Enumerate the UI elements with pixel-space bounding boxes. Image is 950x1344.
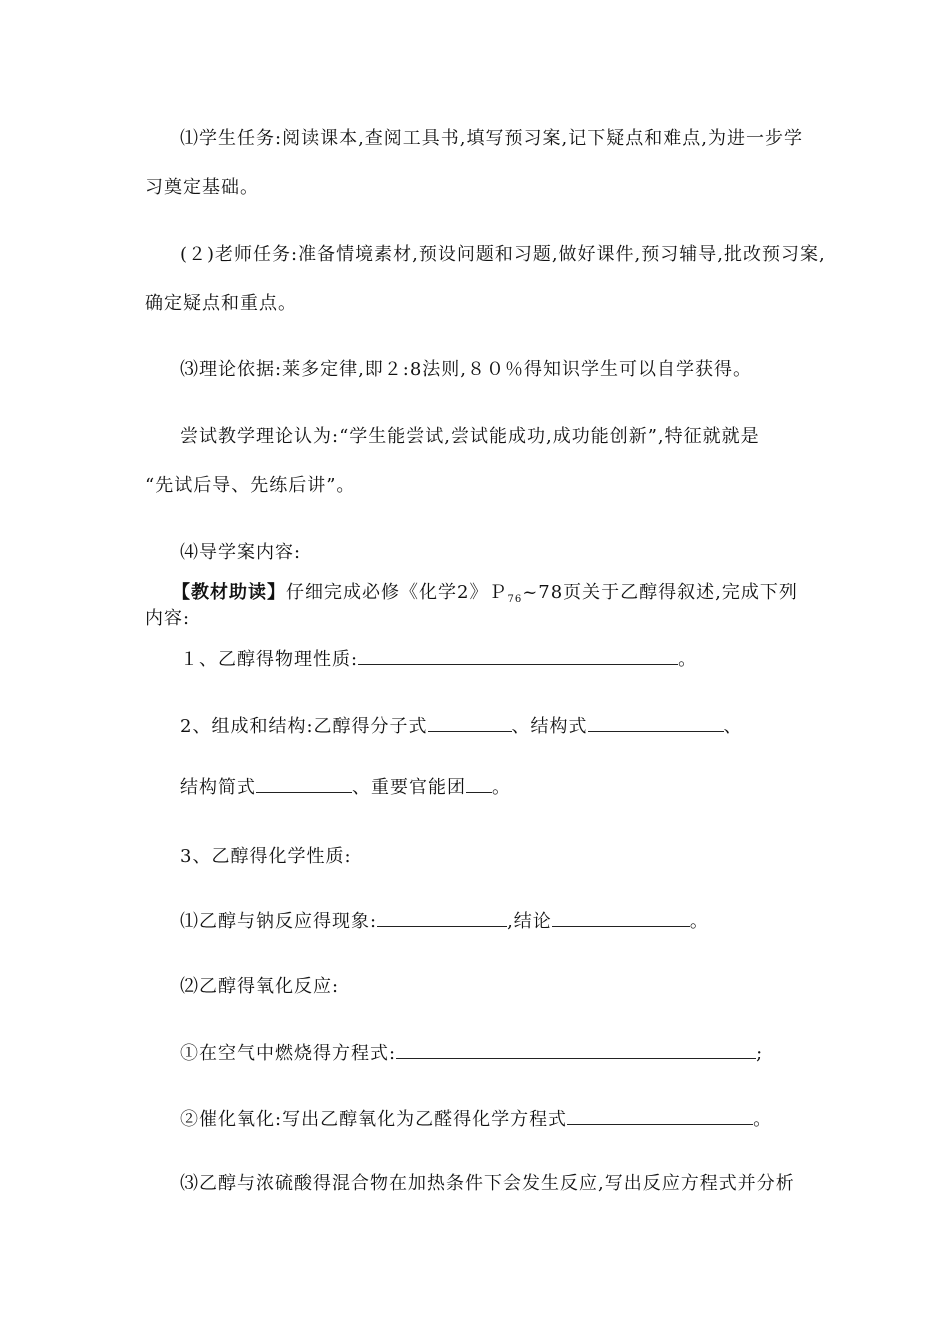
textbook-help-line2: 内容: — [145, 608, 191, 629]
question-sodium-end: 。 — [689, 911, 709, 932]
paragraph-student-task-line2: 习奠定基础。 — [145, 177, 259, 198]
question-condensed-formula-label: 结构简式 — [180, 777, 256, 798]
question-combustion-end: ; — [756, 1043, 764, 1064]
question-sulfuric-acid-reaction: ⑶乙醇与浓硫酸得混合物在加热条件下会发生反应,写出反应方程式并分析 — [180, 1173, 795, 1194]
question-chemical-properties-title: 3、乙醇得化学性质: — [180, 846, 352, 867]
question-molecular-formula-label: 2、组成和结构:乙醇得分子式 — [180, 716, 428, 737]
question-functional-group-label: 、重要官能团 — [352, 777, 466, 798]
sodium-conclusion-blank[interactable] — [552, 910, 690, 927]
sodium-phenomenon-blank[interactable] — [377, 910, 507, 927]
question-catalytic-label: ②催化氧化:写出乙醇氧化为乙醛得化学方程式 — [180, 1109, 568, 1130]
question-combustion-label: ①在空气中燃烧得方程式: — [180, 1043, 397, 1064]
functional-group-blank[interactable] — [466, 776, 492, 793]
condensed-formula-blank[interactable] — [256, 776, 352, 793]
question-sodium-reaction — [180, 910, 709, 934]
molecular-formula-blank[interactable] — [428, 715, 512, 732]
question-sodium-conclusion-label: ,结论 — [507, 911, 552, 932]
physical-properties-blank[interactable] — [358, 648, 678, 665]
structural-formula-blank[interactable] — [588, 715, 724, 732]
textbook-help-line1 — [172, 581, 798, 612]
textbook-help-label: 【教材助读】 — [172, 582, 286, 603]
paragraph-guide-content: ⑷导学案内容: — [180, 542, 302, 563]
question-composition-structure-line2 — [180, 776, 511, 800]
question-sodium-phenomenon-label: ⑴乙醇与钠反应得现象: — [180, 911, 378, 932]
paragraph-teacher-task-line2: 确定疑点和重点。 — [145, 293, 297, 314]
question-physical-label: １、乙醇得物理性质: — [180, 649, 359, 670]
paragraph-trial-theory-line1: 尝试教学理论认为:“学生能尝试,尝试能成功,成功能创新”,特征就就是 — [180, 426, 760, 447]
question-composition-end: 。 — [492, 777, 511, 798]
question-oxidation-title: ⑵乙醇得氧化反应: — [180, 976, 340, 997]
paragraph-trial-theory-line2: “先试后导、先练后讲”。 — [145, 475, 356, 496]
paragraph-theory-basis: ⑶理论依据:莱多定律,即２:8法则,８０％得知识学生可以自学获得。 — [180, 359, 753, 380]
question-combustion — [180, 1042, 763, 1066]
paragraph-teacher-task-line1: (２)老师任务:准备情境素材,预设问题和习题,做好课件,预习辅导,批改预习案, — [180, 244, 826, 265]
question-catalytic-end: 。 — [753, 1109, 773, 1130]
textbook-help-page-sub: 76 — [507, 594, 523, 605]
question-physical-end: 。 — [678, 649, 698, 670]
question-physical-properties — [180, 648, 697, 672]
paragraph-student-task-line1: ⑴学生任务:阅读课本,查阅工具书,填写预习案,记下疑点和难点,为进一步学 — [180, 128, 803, 149]
question-composition-sep: 、 — [723, 716, 743, 737]
catalytic-oxidation-blank[interactable] — [567, 1108, 753, 1125]
combustion-equation-blank[interactable] — [396, 1042, 756, 1059]
question-structural-formula-label: 、结构式 — [511, 716, 588, 737]
textbook-help-text-b: ~78页关于乙醇得叙述,完成下列 — [522, 582, 798, 603]
question-catalytic-oxidation — [180, 1108, 772, 1132]
textbook-help-text-a: 仔细完成必修《化学2》Ｐ — [286, 582, 508, 603]
question-composition-structure-line1 — [180, 715, 743, 739]
